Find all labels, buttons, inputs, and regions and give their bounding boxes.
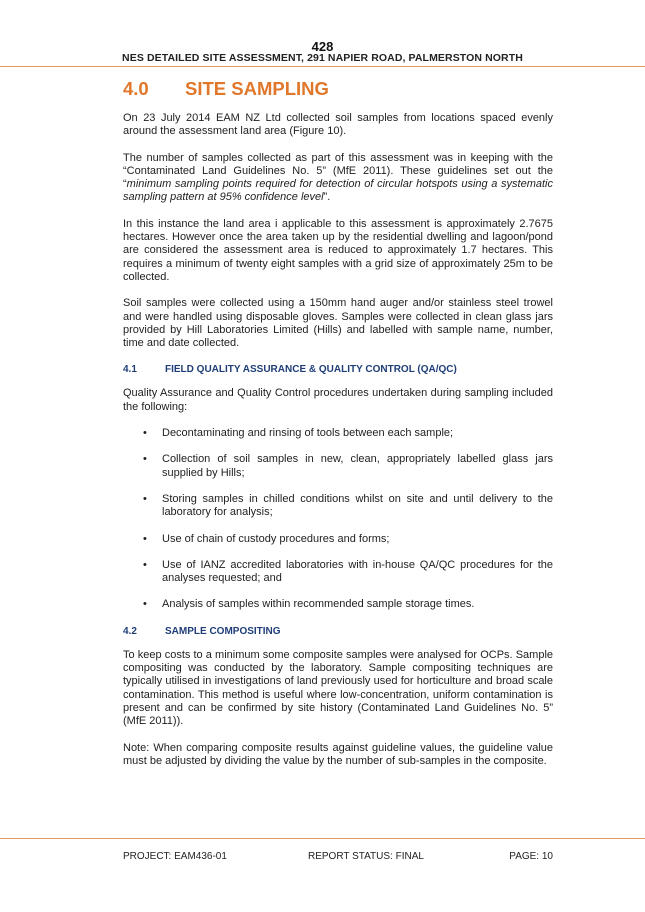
paragraph-qa-intro: Quality Assurance and Quality Control procedures undertaken during sampling included the following: (123, 387, 553, 413)
subsection-heading-compositing (123, 625, 553, 638)
list-item (123, 427, 553, 440)
subsection-heading-qa-qc (123, 363, 553, 376)
list-item (123, 533, 553, 546)
subsection-number: 4.2 (123, 625, 137, 637)
subsection-title: FIELD QUALITY ASSURANCE & QUALITY CONTROL (QA/QC) (165, 364, 457, 376)
list-item (123, 453, 553, 480)
paragraph-sample-count-quote: minimum sampling points required for detection of circular hotspots using a systematic sampling pattern at 95% confidence level (123, 178, 553, 204)
paragraph-sample-count-end: ”. (323, 191, 331, 204)
list-item-text: Use of IANZ accredited laboratories with in-house QA/QC procedures for the analyses requested; and (162, 558, 553, 585)
list-item (123, 493, 553, 520)
list-item-text: Collection of soil samples in new, clean, appropriately labelled glass jars supplied by Hills; (162, 453, 553, 479)
list-item-text: Storing samples in chilled conditions whilst on site and until delivery to the laboratory for analysis; (162, 492, 553, 519)
document-header-title: NES DETAILED SITE ASSESSMENT, 291 NAPIER ROAD, PALMERSTON NORTH (122, 52, 523, 64)
page-number: 428 (311, 39, 334, 54)
section-heading (123, 76, 553, 102)
document-body (123, 76, 553, 781)
subsection-title: SAMPLE COMPOSITING (165, 625, 281, 637)
bullet-icon: • (143, 453, 147, 466)
footer-divider (0, 838, 645, 839)
bullet-icon: • (143, 532, 147, 545)
footer-page-number: PAGE: 10 (509, 851, 553, 862)
bullet-icon: • (143, 492, 147, 505)
paragraph-sample-count (123, 152, 553, 205)
footer-report-status: REPORT STATUS: FINAL (308, 851, 424, 862)
section-title: SITE SAMPLING (185, 78, 329, 99)
bullet-icon: • (143, 558, 147, 571)
list-item (123, 598, 553, 611)
bullet-icon: • (143, 598, 147, 611)
paragraph-sampling-date: On 23 July 2014 EAM NZ Ltd collected soil samples from locations spaced evenly around the assessment land area (Figure 10). (123, 112, 553, 138)
header-divider (0, 66, 645, 67)
list-item-text: Use of chain of custody procedures and forms; (162, 532, 390, 545)
qa-procedures-list (123, 427, 553, 612)
paragraph-collection-method: Soil samples were collected using a 150mm hand auger and/or stainless steel trowel and were handled using disposable gloves. Samples were collected in clean glass jars provided by Hill Laboratories Limited (Hills) and labelled with sample name, number, time and date collected. (123, 297, 553, 350)
paragraph-sample-count-start: The number of samples collected as part of this assessment was in keeping with the “Contaminated Land Guidelines No. 5” (MfE 2011). These guidelines set out the “ (123, 151, 553, 191)
paragraph-compositing: To keep costs to a minimum some composite samples were analysed for OCPs. Sample compositing was conducted by the laboratory. Sample compositing techniques are typically utilised in investigations of land previously used for horticulture and broad scale contamination. This method is useful where low-concentration, uniform contamination is present and can be confirmed by site history (Contaminated Land Guidelines No. 5” (MfE 2011)). (123, 648, 553, 728)
paragraph-composite-note: Note: When comparing composite results against guideline values, the guideline value must be adjusted by dividing the value by the number of sub-samples in the composite. (123, 741, 553, 767)
paragraph-land-area: In this instance the land area i applicable to this assessment is approximately 2.7675 hectares. However once the area taken up by the residential dwelling and lagoon/pond are considered the assessment area is reduced to approximately 1.7 hectares. This requires a minimum of twenty eight samples with a grid size of approximately 25m to be collected. (123, 217, 553, 283)
subsection-number: 4.1 (123, 364, 137, 376)
list-item (123, 559, 553, 586)
list-item-text: Decontaminating and rinsing of tools between each sample; (162, 427, 454, 440)
footer-project: PROJECT: EAM436-01 (123, 851, 227, 862)
section-number: 4.0 (123, 78, 149, 99)
bullet-icon: • (143, 427, 147, 440)
list-item-text: Analysis of samples within recommended sample storage times. (162, 598, 475, 611)
